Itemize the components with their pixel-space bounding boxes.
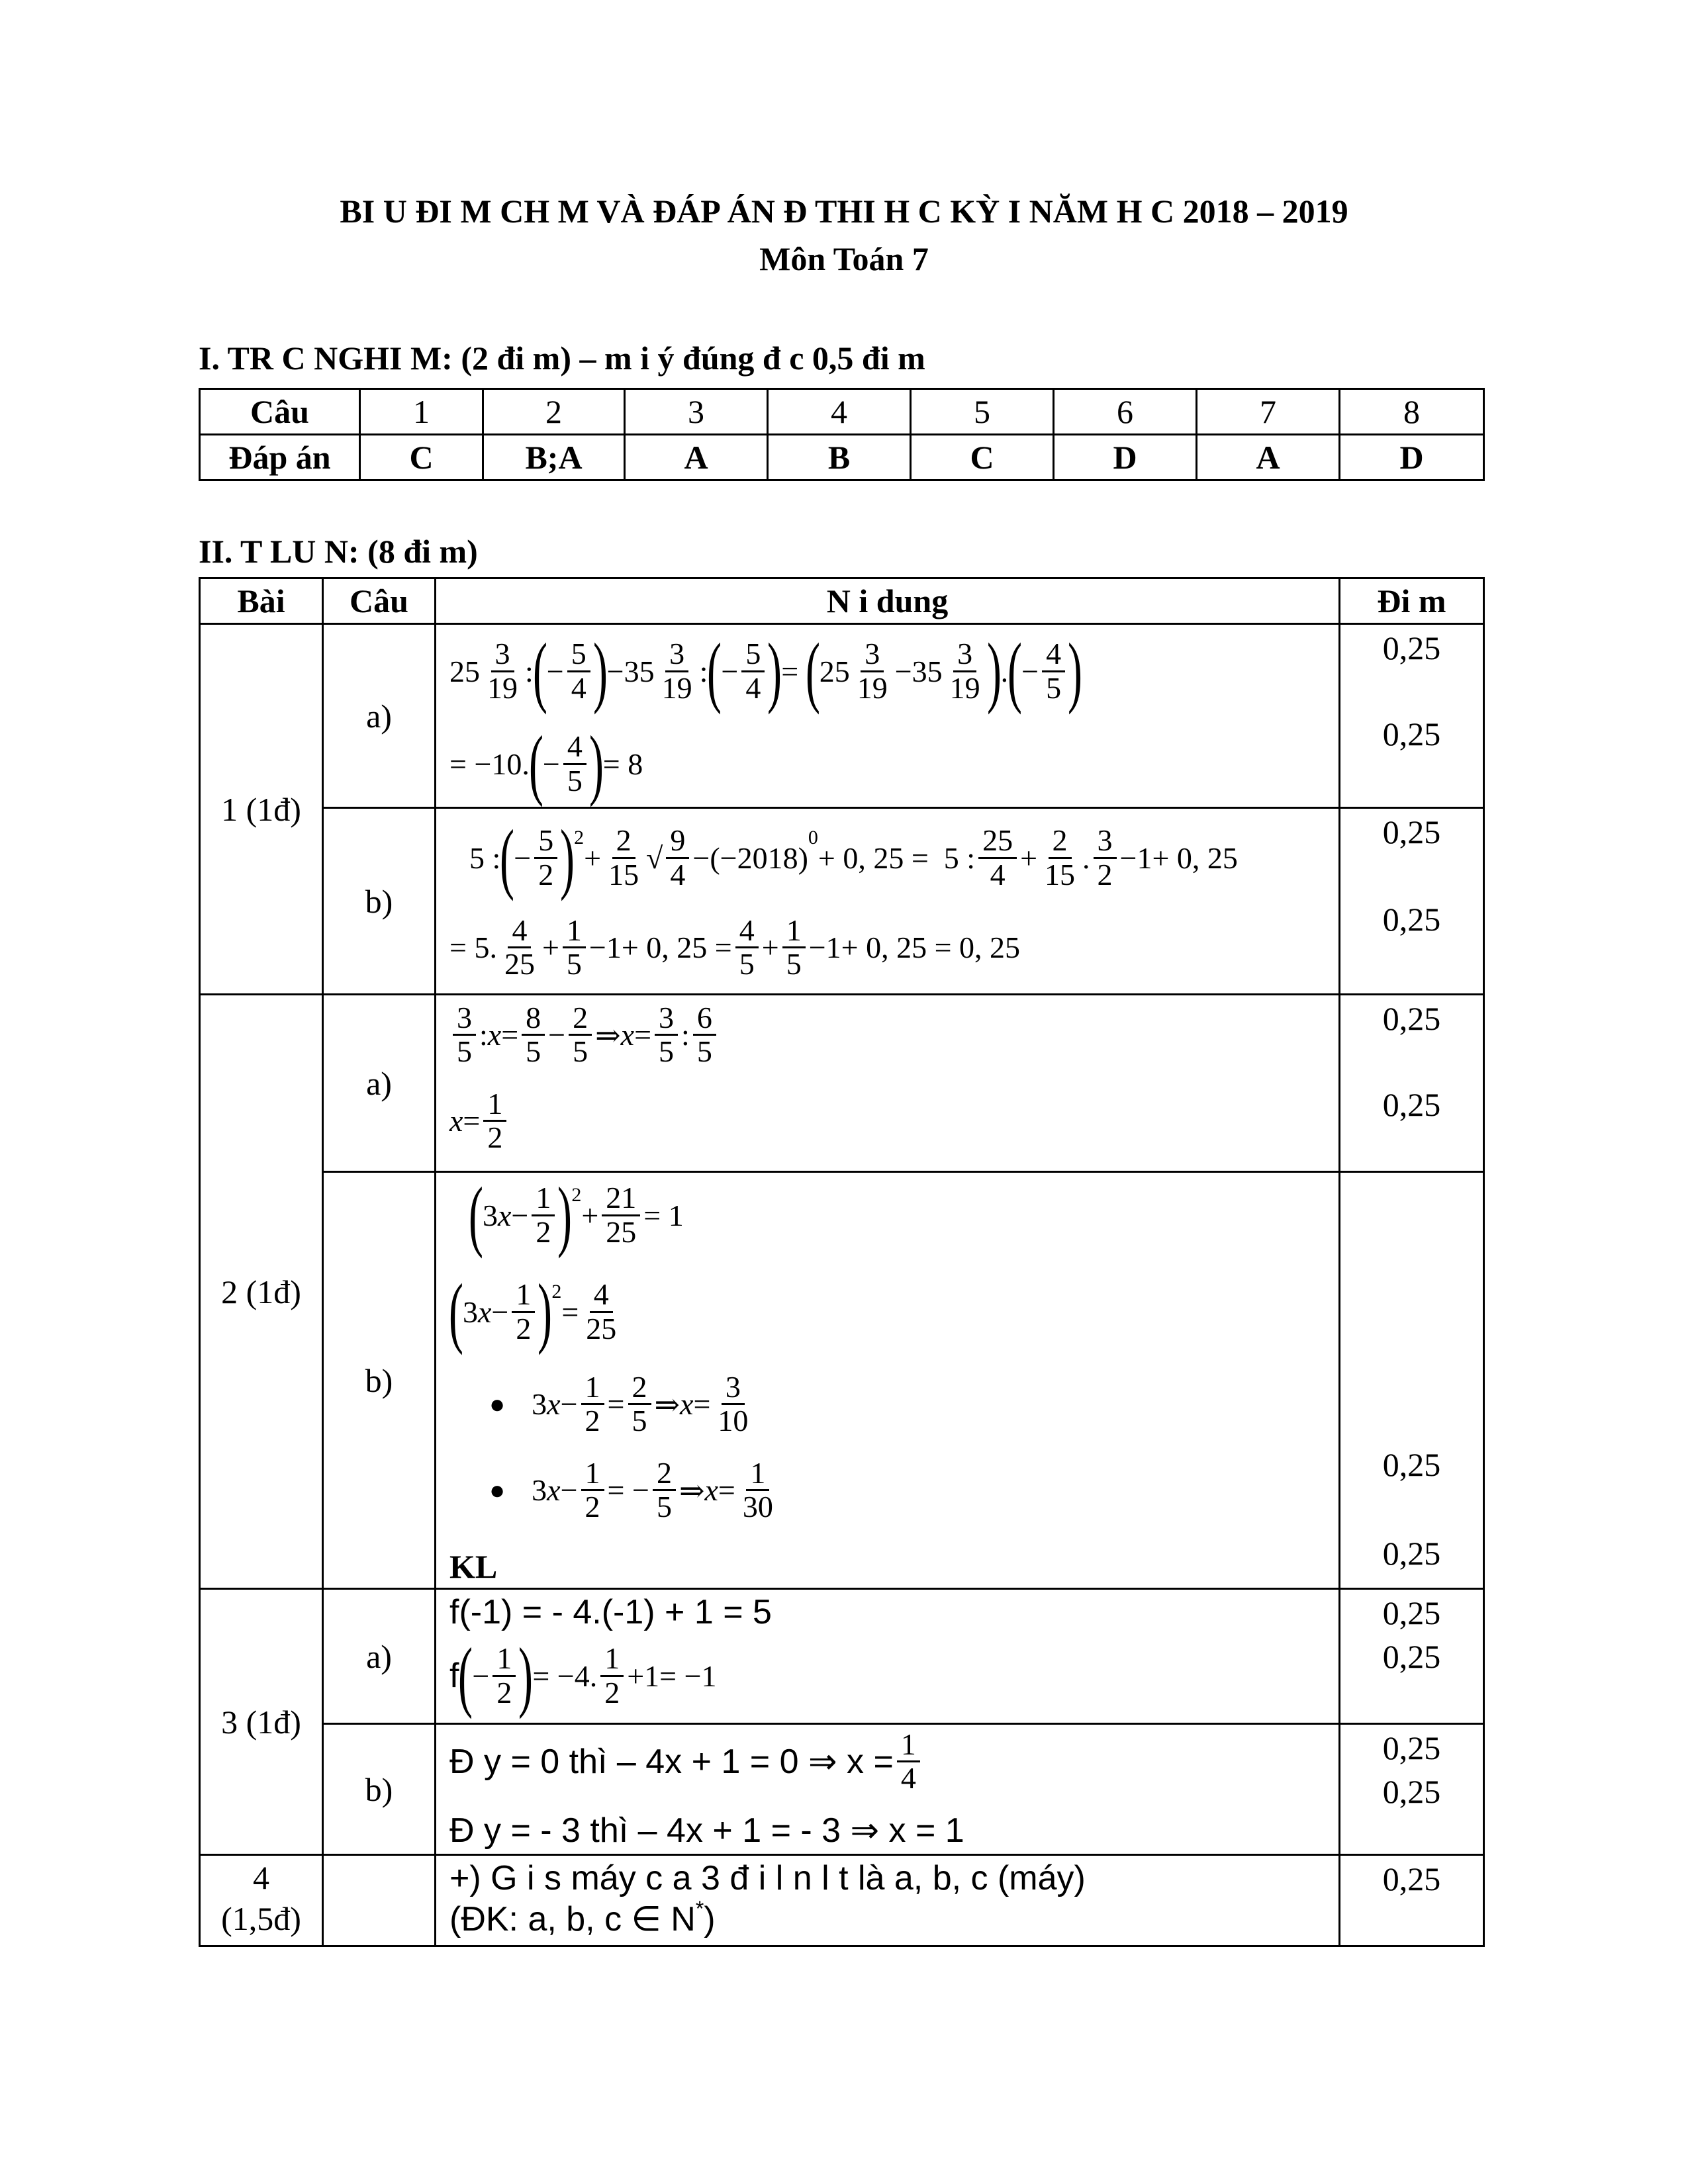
math-line: Đ y = 0 thì – 4x + 1 = 0 ⇒ x = $\frac{1}{4}$ [449,1729,923,1795]
header-row [200,578,1484,624]
subject-title: Môn Toán 7 [759,240,929,277]
score-value: 0,25 [1382,1638,1441,1675]
math-line: ( 3 x − $\frac{1}{2}$ ) 2 + $\frac{21}{25}$ = 1 [468,1171,684,1259]
answer-cell: B;A [483,435,625,480]
table-row [200,808,1484,995]
score-cell [1340,808,1484,995]
question-number: 6 [1054,389,1197,435]
question-number: 3 [625,389,768,435]
header-bai: Bài [200,578,323,624]
score-value: 0,25 [1382,1535,1441,1572]
score-value: 0,25 [1382,1773,1441,1810]
score-value: 0,25 [1382,1729,1441,1766]
text-line: Đ y = - 3 thì – 4x + 1 = - 3 ⇒ x = 1 [449,1811,964,1850]
cau-cell: b) [323,808,436,995]
answer-row [200,435,1484,480]
table-row [200,1172,1484,1589]
part2-heading: II. T LU N: (8 đi m) [199,533,478,570]
score-value: 0,25 [1382,1594,1441,1631]
answer-cell: D [1340,435,1484,480]
bai-cell [200,1855,323,1946]
cau-cell [323,1855,436,1946]
text-line: f(-1) = - 4.(-1) + 1 = 5 [449,1593,772,1631]
cau-cell: a) [323,624,436,808]
cau-cell: b) [323,1724,436,1855]
score-cell [1340,1589,1484,1724]
question-number: 8 [1340,389,1484,435]
table-row [200,1724,1484,1855]
cau-cell: a) [323,1589,436,1724]
question-number: 7 [1197,389,1340,435]
score-cell [1340,995,1484,1172]
question-number: 5 [911,389,1054,435]
score-value: 0,25 [1382,813,1441,850]
math-line: = 5. $\frac{4}{25}$ + $\frac{1}{5}$ −1+ 0, 25 = $\frac{4}{5}$ + $\frac{1}{5}$ −1+ 0, 25 = 0, 25 [449,913,1021,981]
multiple-choice-table [199,388,1485,481]
answer-cell: C [911,435,1054,480]
score-cell [1340,1724,1484,1855]
bai-points: (1,5đ) [221,1900,301,1937]
row-label-question: Câu [200,389,360,435]
text-segment: Đ y = 0 thì – 4x + 1 = 0 ⇒ x = [449,1742,894,1781]
table-row [200,1855,1484,1946]
table-row [200,995,1484,1172]
question-row [200,389,1484,435]
bai-number: 4 [253,1859,269,1896]
math-line: ( 3 x − $\frac{1}{2}$ ) 2 = $\frac{4}{25}$ [448,1267,617,1355]
bai-cell: 3 (1đ) [200,1589,323,1855]
bai-cell: 1 (1đ) [200,624,323,995]
math-line: $\frac{3}{5}$ : x = $\frac{8}{5}$ − $\frac{2}{5}$ ⇒ x = $\frac{3}{5}$ : $\frac{6}{5}$ [449,1002,720,1068]
answer-cell: A [1197,435,1340,480]
text-line [449,1896,716,1939]
table-row [200,624,1484,808]
bai-cell: 2 (1đ) [200,995,323,1589]
math-line: 5 : ( − $\frac{5}{2}$ ) 2 + $\frac{2}{15}$ √ $\frac{9}{4}$ −(−2018) 0 + 0, 25 = 5 : $\frac{25}{4}$ + $\frac{2}{15}$ . $\frac{3}{2}$ −1+ 0, 25 [469,813,1238,901]
row-label-answer: Đáp án [200,435,360,480]
conclusion-label: KL [449,1548,498,1585]
cau-cell: a) [323,995,436,1172]
answer-cell: D [1054,435,1197,480]
score-value: 0,25 [1382,1860,1441,1897]
score-cell [1340,1172,1484,1589]
content-cell [436,1172,1340,1589]
score-cell [1340,1855,1484,1946]
text-segment: ) [704,1900,716,1938]
superscript: * [695,1896,704,1921]
content-cell [436,624,1340,808]
math-line: f ( − $\frac{1}{2}$ ) = −4. $\frac{1}{2}$ +1= −1 [449,1631,717,1719]
cau-cell: b) [323,1172,436,1589]
header-noidung: N i dung [436,578,1340,624]
question-number: 2 [483,389,625,435]
header-diem: Đi m [1340,578,1484,624]
score-value: 0,25 [1382,629,1441,666]
content-cell [436,1855,1340,1946]
math-line: x = $\frac{1}{2}$ [449,1088,510,1154]
question-number: 1 [360,389,483,435]
essay-grading-table [199,577,1485,1947]
answer-cell: B [768,435,911,480]
score-value: 0,25 [1382,1446,1441,1483]
content-cell [436,808,1340,995]
part1-heading: I. TR C NGHI M: (2 đi m) – m i ý đúng đ c 0,5 đi m [199,340,925,377]
math-line: = −10. ( − $\frac{4}{5}$ ) = 8 [449,719,643,807]
answer-cell: C [360,435,483,480]
content-cell [436,1724,1340,1855]
document-title: BI U ĐI M CH M VÀ ĐÁP ÁN Đ THI H C KỲ I NĂM H C 2018 – 2019 [340,193,1348,230]
question-number: 4 [768,389,911,435]
math-line: ● 3 x − $\frac{1}{2}$ = $\frac{2}{5}$ ⇒ x = $\frac{3}{10}$ [489,1370,749,1438]
math-line: 25 $\frac{3}{19}$ : ( − $\frac{5}{4}$ ) −35 $\frac{3}{19}$ : ( − $\frac{5}{4}$ ) = ( 25 $\frac{3}{19}$ −35 $\frac{3}{19}$ ) . ( − $\frac{4}{5}$ ) [449,627,1083,715]
content-cell [436,995,1340,1172]
header-cau: Câu [323,578,436,624]
text-line: +) G i s máy c a 3 đ i l n l t là a, b, c (máy) [449,1859,1086,1897]
answer-cell: A [625,435,768,480]
text-segment: (ĐK: a, b, c ∈ N [449,1900,696,1938]
content-cell [436,1589,1340,1724]
score-value: 0,25 [1382,1000,1441,1037]
score-value: 0,25 [1382,1086,1441,1123]
score-value: 0,25 [1382,715,1441,752]
score-value: 0,25 [1382,901,1441,938]
math-line: ● 3 x − $\frac{1}{2}$ = − $\frac{2}{5}$ ⇒ x = $\frac{1}{30}$ [489,1456,773,1524]
score-cell [1340,624,1484,808]
table-row [200,1589,1484,1724]
